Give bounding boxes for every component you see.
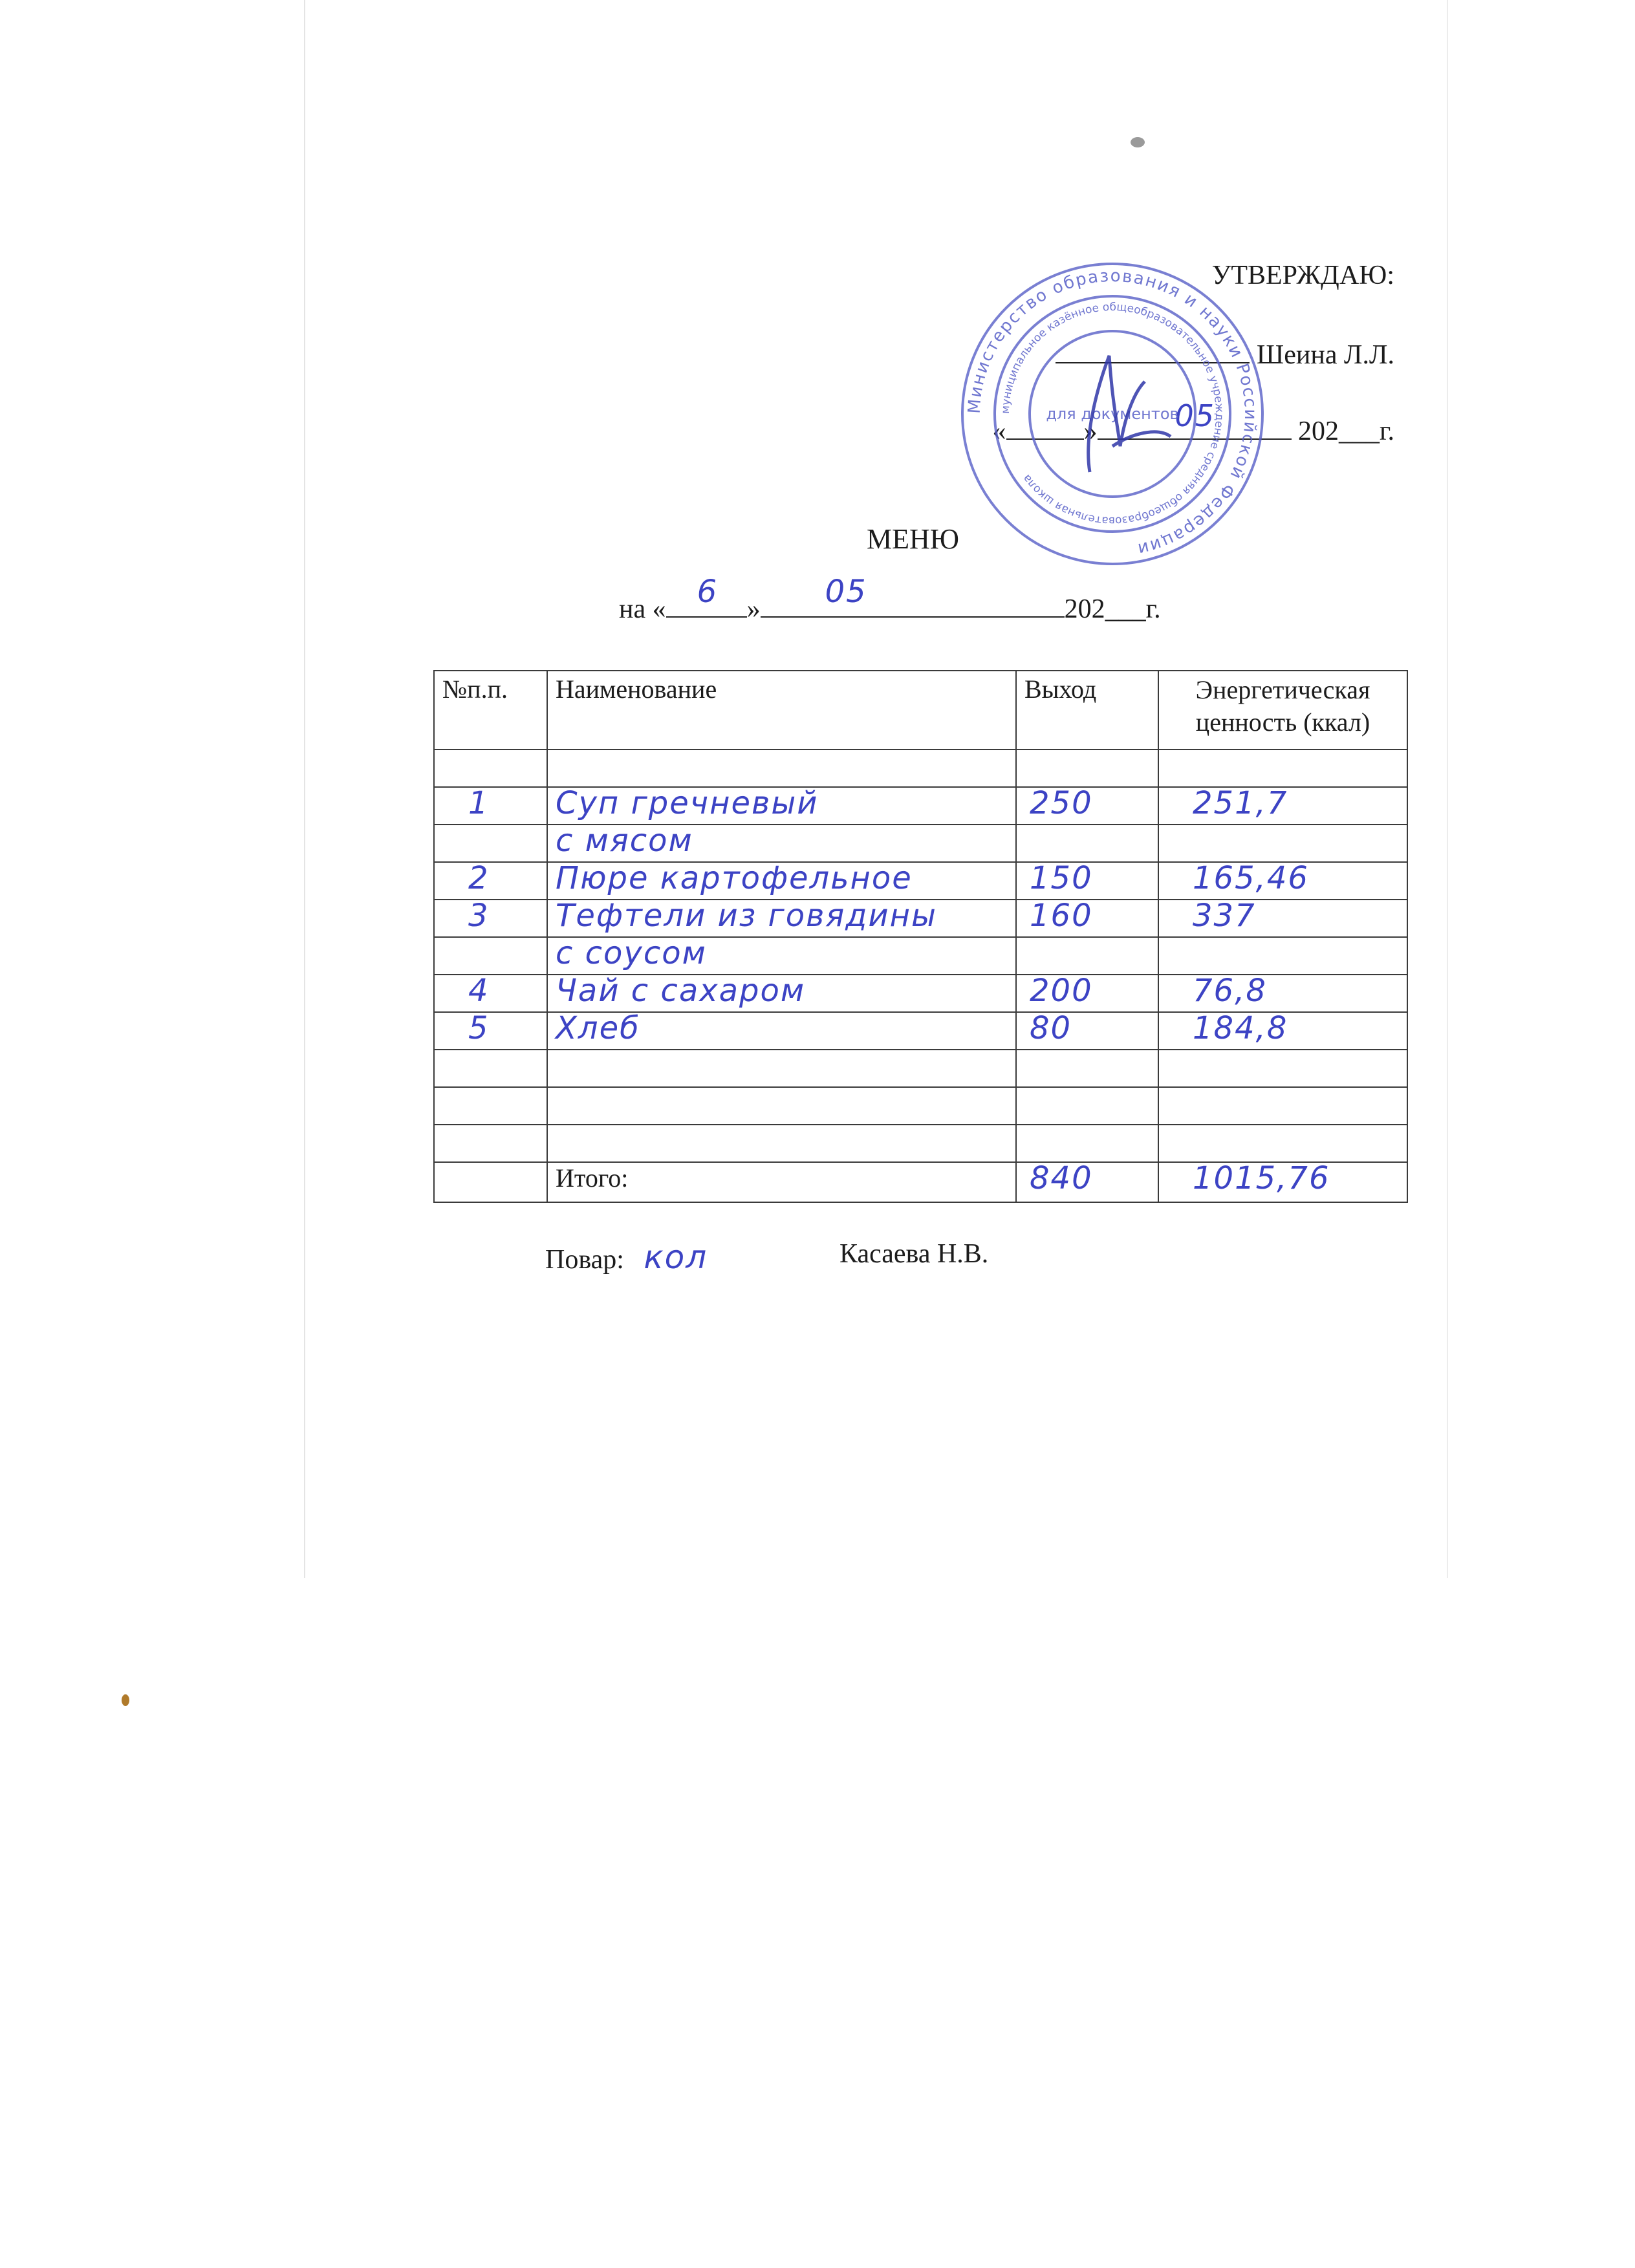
row-energy-cell bbox=[1158, 937, 1407, 975]
row-number: 1 bbox=[468, 785, 490, 821]
row-dish-name-cell bbox=[547, 937, 1016, 975]
row-number-cell bbox=[434, 787, 547, 825]
row-number: 5 bbox=[468, 1010, 490, 1046]
row-dish-name: Суп гречневый bbox=[556, 785, 819, 821]
row-dish-name-cell bbox=[547, 750, 1016, 787]
row-yield-cell bbox=[1016, 1050, 1158, 1087]
row-energy-cell bbox=[1158, 1087, 1407, 1125]
menu-day-handwritten: 6 bbox=[697, 574, 719, 610]
row-dish-name-cell bbox=[547, 1087, 1016, 1125]
row-yield-cell bbox=[1016, 900, 1158, 937]
row-yield: 80 bbox=[1030, 1010, 1072, 1046]
cook-signature: кол bbox=[644, 1238, 708, 1276]
row-number-cell bbox=[434, 975, 547, 1012]
menu-year: 202___г. bbox=[1064, 594, 1161, 624]
row-dish-name-cell bbox=[547, 975, 1016, 1012]
row-number-cell bbox=[434, 825, 547, 862]
approval-date-open: « bbox=[992, 416, 1006, 446]
column-header-yield: Выход bbox=[1016, 671, 1158, 750]
table-row bbox=[434, 937, 1407, 975]
row-yield-cell bbox=[1016, 1012, 1158, 1050]
row-number-cell bbox=[434, 900, 547, 937]
total-empty-cell bbox=[434, 1162, 547, 1202]
scan-speck bbox=[122, 1694, 129, 1706]
row-dish-name-cell bbox=[547, 787, 1016, 825]
row-number: 4 bbox=[468, 973, 490, 1009]
row-energy-cell bbox=[1158, 825, 1407, 862]
table-row bbox=[434, 1087, 1407, 1125]
total-kcal-cell bbox=[1158, 1162, 1407, 1202]
approval-year: 202___г. bbox=[1298, 416, 1394, 446]
total-yield-value: 840 bbox=[1030, 1160, 1093, 1196]
column-header-name: Наименование bbox=[547, 671, 1016, 750]
row-energy-cell bbox=[1158, 1125, 1407, 1162]
row-yield: 150 bbox=[1030, 860, 1093, 896]
column-header-number: №п.п. bbox=[434, 671, 547, 750]
cook-line bbox=[545, 1238, 989, 1276]
stamp-center-text: для документов bbox=[1046, 405, 1179, 423]
row-yield-cell bbox=[1016, 862, 1158, 900]
row-dish-name: Хлеб bbox=[556, 1010, 640, 1046]
row-yield-cell bbox=[1016, 787, 1158, 825]
row-number-cell bbox=[434, 1125, 547, 1162]
row-yield-cell bbox=[1016, 937, 1158, 975]
row-dish-name: Чай с сахаром bbox=[556, 973, 806, 1009]
menu-month-handwritten: 05 bbox=[825, 574, 867, 610]
row-yield: 250 bbox=[1030, 785, 1093, 821]
row-energy-cell bbox=[1158, 1012, 1407, 1050]
row-yield-cell bbox=[1016, 975, 1158, 1012]
total-label: Итого: bbox=[547, 1162, 1016, 1202]
total-yield-cell bbox=[1016, 1162, 1158, 1202]
row-yield-cell bbox=[1016, 825, 1158, 862]
row-energy-cell bbox=[1158, 975, 1407, 1012]
row-number-cell bbox=[434, 1087, 547, 1125]
row-yield-cell bbox=[1016, 1087, 1158, 1125]
table-row bbox=[434, 1125, 1407, 1162]
row-yield: 200 bbox=[1030, 973, 1093, 1009]
menu-date-close: » bbox=[746, 594, 761, 624]
table-row bbox=[434, 975, 1407, 1012]
row-dish-name-cell bbox=[547, 862, 1016, 900]
row-energy: 184,8 bbox=[1193, 1010, 1288, 1046]
row-number-cell bbox=[434, 1012, 547, 1050]
row-dish-name: с мясом bbox=[556, 823, 693, 859]
row-number-cell bbox=[434, 1050, 547, 1087]
row-energy: 165,46 bbox=[1193, 860, 1309, 896]
approver-name: Шеина Л.Л. bbox=[1256, 340, 1394, 370]
menu-date-line bbox=[619, 574, 1161, 625]
total-kcal-value: 1015,76 bbox=[1193, 1160, 1330, 1196]
page-title: МЕНЮ bbox=[867, 523, 959, 555]
table-row bbox=[434, 1012, 1407, 1050]
table-row bbox=[434, 750, 1407, 787]
row-yield-cell bbox=[1016, 1125, 1158, 1162]
cook-name: Касаева Н.В. bbox=[839, 1239, 989, 1269]
table-header-row bbox=[434, 671, 1407, 750]
row-dish-name-cell bbox=[547, 825, 1016, 862]
row-number: 3 bbox=[468, 898, 490, 934]
table-row bbox=[434, 787, 1407, 825]
scan-speck bbox=[1131, 137, 1145, 147]
row-energy: 337 bbox=[1193, 898, 1256, 934]
row-energy: 76,8 bbox=[1193, 973, 1267, 1009]
row-number: 2 bbox=[468, 860, 490, 896]
row-dish-name: с соусом bbox=[556, 935, 707, 971]
row-number-cell bbox=[434, 862, 547, 900]
approval-month-handwritten: 05 bbox=[1175, 398, 1216, 433]
row-energy-cell bbox=[1158, 750, 1407, 787]
menu-date-prefix: на « bbox=[619, 594, 666, 624]
row-energy-cell bbox=[1158, 900, 1407, 937]
row-yield-cell bbox=[1016, 750, 1158, 787]
menu-table bbox=[433, 670, 1408, 1203]
approval-date-close: » bbox=[1083, 416, 1098, 446]
row-energy-cell bbox=[1158, 862, 1407, 900]
row-dish-name-cell bbox=[547, 1050, 1016, 1087]
row-number-cell bbox=[434, 937, 547, 975]
row-energy: 251,7 bbox=[1193, 785, 1288, 821]
stamp-outer-text: Министерство образования и науки Российской Федерации bbox=[964, 266, 1261, 559]
row-yield: 160 bbox=[1030, 898, 1093, 934]
row-dish-name: Тефтели из говядины bbox=[556, 898, 937, 934]
cook-label: Повар: bbox=[545, 1245, 624, 1275]
row-energy-cell bbox=[1158, 1050, 1407, 1087]
table-row bbox=[434, 900, 1407, 937]
menu-day-blank bbox=[666, 574, 747, 618]
table-total-row bbox=[434, 1162, 1407, 1202]
table-row bbox=[434, 862, 1407, 900]
row-dish-name-cell bbox=[547, 900, 1016, 937]
stamp-inner-text: муниципальное казённое общеобразовательное учреждение средняя общеобразовательная школа bbox=[999, 300, 1226, 528]
menu-month-blank bbox=[761, 574, 1065, 618]
approval-heading: УТВЕРЖДАЮ: bbox=[1211, 261, 1394, 290]
row-dish-name: Пюре картофельное bbox=[556, 860, 913, 896]
row-energy-cell bbox=[1158, 787, 1407, 825]
row-dish-name-cell bbox=[547, 1125, 1016, 1162]
official-stamp bbox=[951, 252, 1274, 576]
table-row bbox=[434, 825, 1407, 862]
row-number-cell bbox=[434, 750, 547, 787]
table-row bbox=[434, 1050, 1407, 1087]
row-dish-name-cell bbox=[547, 1012, 1016, 1050]
column-header-energy: Энергетическая ценность (ккал) bbox=[1158, 671, 1407, 750]
